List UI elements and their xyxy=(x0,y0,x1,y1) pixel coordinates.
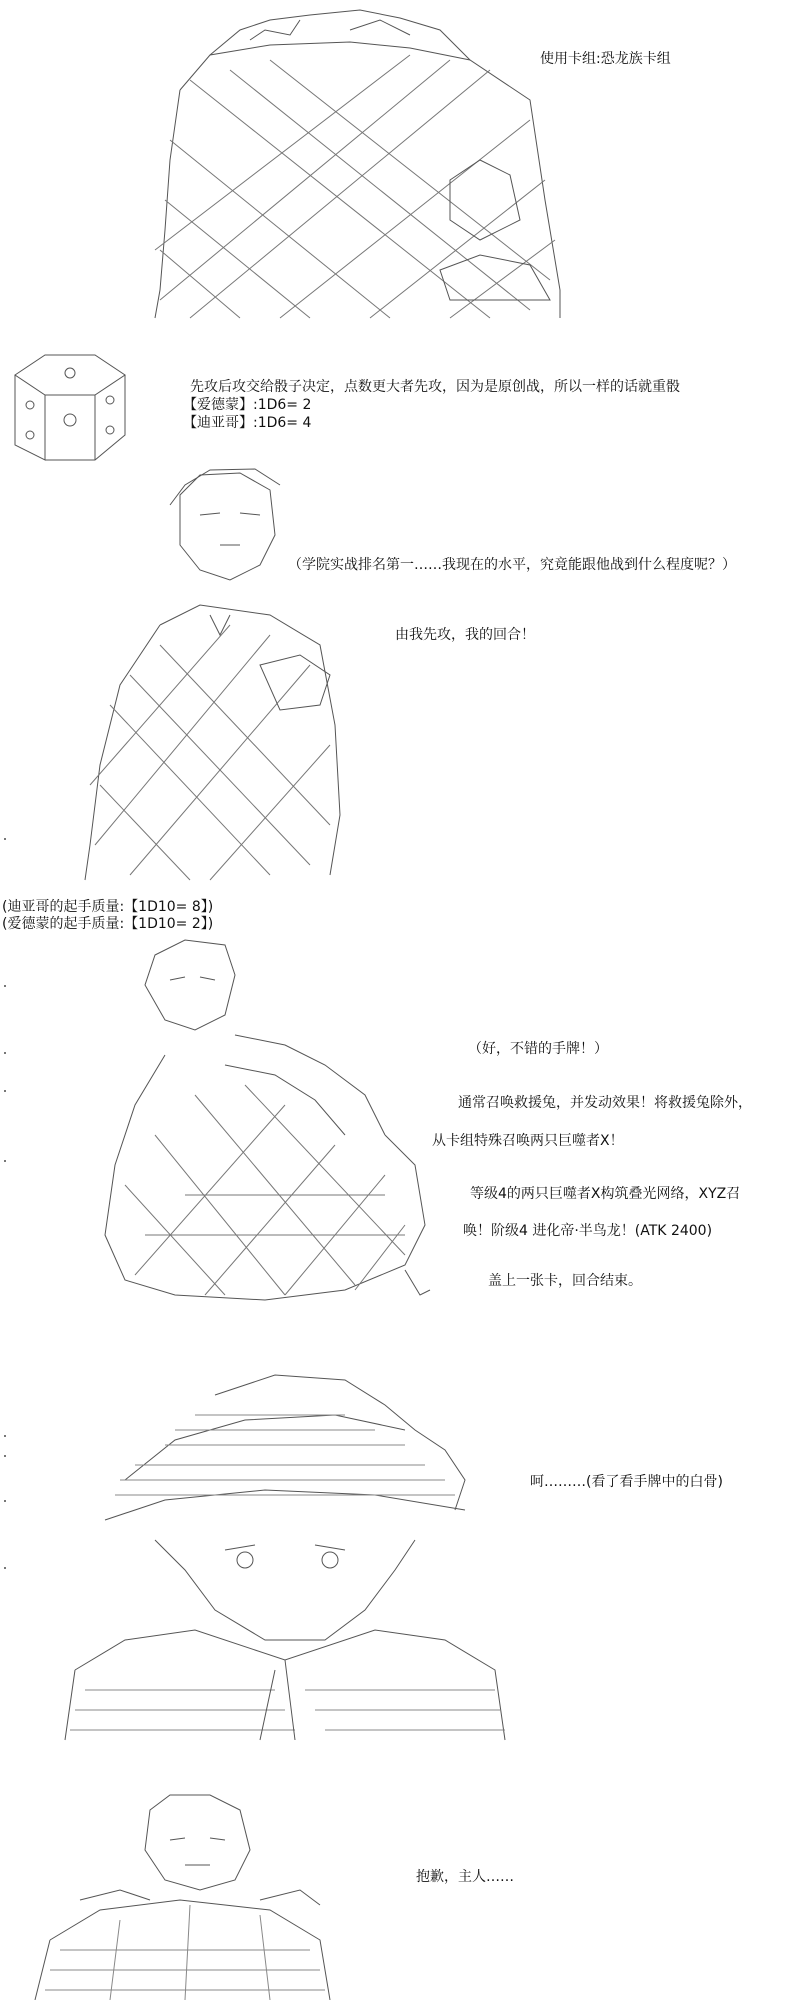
margin-dot xyxy=(4,1090,6,1092)
deck-label: 使用卡组:恐龙族卡组 xyxy=(540,51,671,67)
hand-quality-edmond: (爱德蒙的起手质量:【1D10= 2】) xyxy=(2,916,214,932)
ascii-art-edmond-hat xyxy=(45,1370,515,1750)
diego-thought-good-hand: （好，不错的手牌！） xyxy=(468,1041,608,1057)
servant-line: 抱歉，主人…… xyxy=(416,1869,514,1885)
diego-speech: 由我先攻，我的回合！ xyxy=(395,627,535,643)
diego-thought: （学院实战排名第一……我现在的水平，究竟能跟他战到什么程度呢？） xyxy=(288,557,736,573)
margin-dot xyxy=(4,1160,6,1162)
ascii-art-diego-figure xyxy=(70,465,350,885)
dice-rule-text: 先攻后攻交给骰子决定，点数更大者先攻，因为是原创战，所以一样的话就重骰 xyxy=(190,379,680,395)
hand-quality-diego: (迪亚哥的起手质量:【1D10= 8】) xyxy=(2,899,214,915)
margin-dot xyxy=(4,838,6,840)
margin-dot xyxy=(4,1435,6,1437)
margin-dot xyxy=(4,985,6,987)
ascii-art-figure-deck-user xyxy=(150,0,570,320)
edmond-line: 呵………(看了看手牌中的白骨) xyxy=(530,1474,723,1490)
margin-dot xyxy=(4,1455,6,1457)
margin-dot xyxy=(4,1052,6,1054)
summon-line-5: 盖上一张卡，回合结束。 xyxy=(488,1273,642,1289)
summon-line-4: 唤！阶级4 进化帝·半鸟龙！(ATK 2400) xyxy=(463,1223,713,1239)
ascii-art-small-figure xyxy=(20,1790,340,2000)
margin-dot xyxy=(4,1500,6,1502)
summon-line-3: 等级4的两只巨噬者X构筑叠光网络，XYZ召 xyxy=(470,1186,741,1202)
ascii-art-dice xyxy=(5,345,155,465)
ascii-art-diego-summon xyxy=(85,935,455,1315)
margin-dot xyxy=(4,1567,6,1569)
summon-line-1: 通常召唤救援兔，并发动效果！将救援兔除外， xyxy=(458,1095,752,1111)
dice-result-edmond: 【爱德蒙】:1D6= 2 xyxy=(183,397,312,413)
dice-result-diego: 【迪亚哥】:1D6= 4 xyxy=(183,415,312,431)
summon-line-2: 从卡组特殊召唤两只巨噬者X！ xyxy=(432,1133,624,1149)
